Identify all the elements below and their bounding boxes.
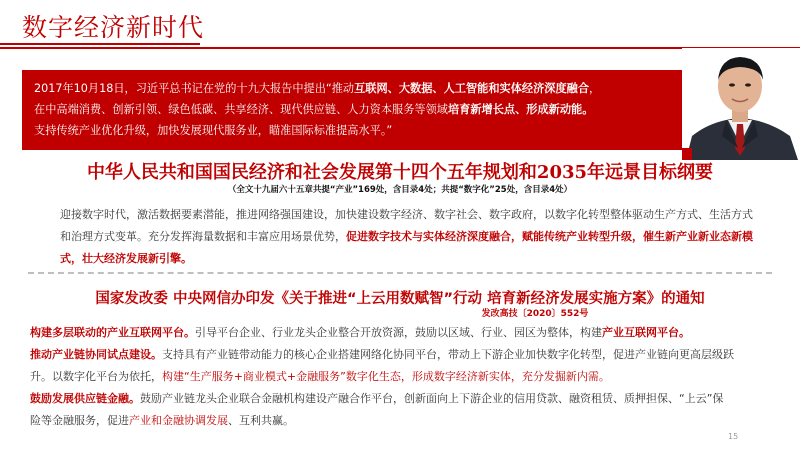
section-divider — [28, 272, 772, 274]
page-number: 15 — [728, 432, 739, 441]
notice-item-3-cont: 险等金融服务，促进产业和金融协调发展、互利共赢。 — [30, 414, 294, 427]
notice-item-2: 推动产业链协同试点建设。支持具有产业链带动能力的核心企业搭建网络化协同平台，带动上下游企业加快数字化转型，促进产业链向更高层级跃 — [30, 348, 734, 361]
page-title: 数字经济新时代 — [22, 13, 205, 42]
title-accent-bar — [0, 43, 200, 45]
plan-subheading: （全文十九届六十五章共提“产业”169处，含目录4处；共提“数字化”25处，含目录4处） — [227, 185, 573, 195]
notice-body — [30, 322, 790, 432]
banner-line-3: 支持传统产业优化升级，加快发展现代服务业，瞄准国际标准提高水平。” — [34, 124, 393, 137]
notice-item-3: 鼓励发展供应链金融。鼓励产业链龙头企业联合金融机构建设产融合作平台，创新面向上下游企业的信用贷款、融资租赁、质押担保、“上云”保 — [30, 392, 724, 405]
plan-heading: 中华人民共和国国民经济和社会发展第十四个五年规划和2035年远景目标纲要 — [86, 162, 714, 183]
title-divider — [0, 47, 800, 49]
banner-line-2: 在中高端消费、创新引领、绿色低碳、共享经济、现代供应链、人力资本服务等领域培育新增长点、形成新动能。 — [34, 103, 594, 116]
notice-doc-number: 发改高技〔2020〕552号 — [481, 309, 589, 319]
notice-heading: 国家发改委 中央网信办印发《关于推进“上云用数赋智”行动 培育新经济发展实施方案》的通知 — [95, 291, 705, 307]
portrait-photo-icon — [682, 48, 800, 160]
plan-paragraph: 迎接数字时代，激活数据要素潜能，推进网络强国建设，加快建设数字经济、数字社会、数字政府，以数字化转型整体驱动生产方式、生活方式和治理方式变革。充分发挥海量数据和丰富应用场景优势，促进数字技术与实体经济深度融合，赋能传统产业转型升级，催生新产业新业态新模式，壮大经济发展新引擎。 — [60, 208, 753, 265]
banner-line-1: 2017年10月18日，习近平总书记在党的十九大报告中提出“推动互联网、大数据、人工智能和实体经济深度融合， — [34, 82, 601, 95]
notice-item-2-cont: 升。以数字化平台为依托，构建“生产服务+商业模式+金融服务”数字化生态，形成数字经济新实体，充分发掘新内需。 — [30, 370, 610, 383]
notice-item-1: 构建多层联动的产业互联网平台。引导平台企业、行业龙头企业整合开放资源，鼓励以区域、行业、园区为整体，构建产业互联网平台。 — [30, 326, 690, 339]
quote-banner — [22, 70, 682, 150]
